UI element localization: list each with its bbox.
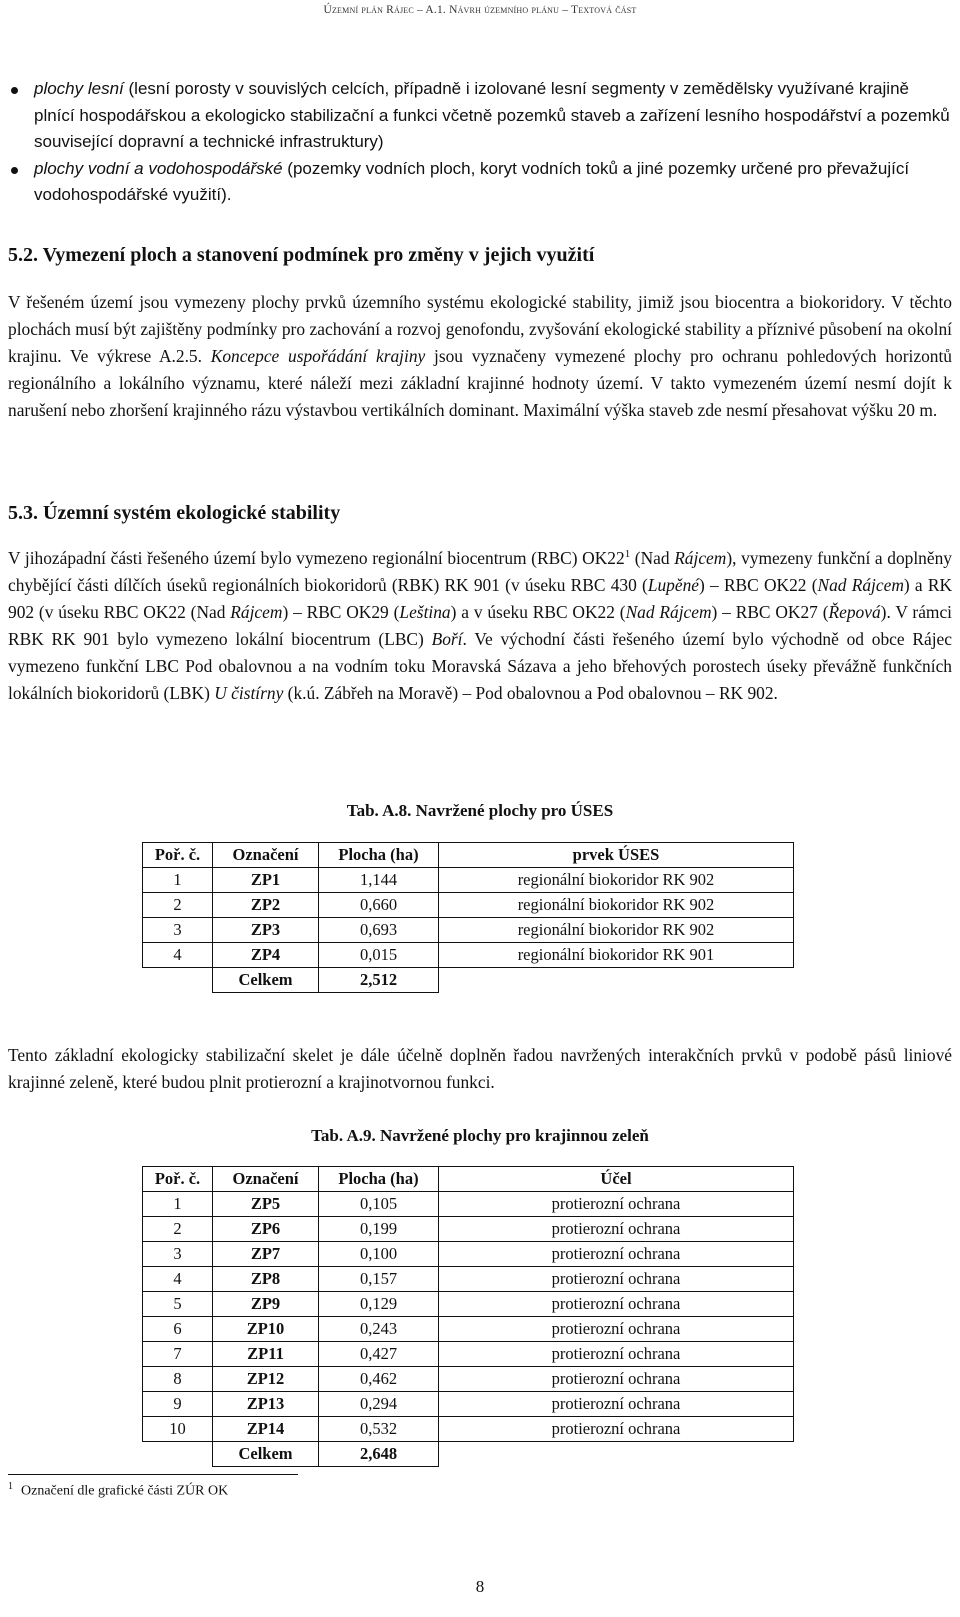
column-header: Poř. č.	[143, 843, 213, 868]
table-total-row	[143, 968, 794, 993]
footnote-ref: 1	[624, 548, 631, 561]
bullet-term: plochy lesní	[34, 79, 124, 98]
page-number: 8	[475, 1577, 485, 1596]
table-cell: protierozní ochrana	[439, 1192, 794, 1217]
total-value: 2,648	[319, 1442, 439, 1467]
total-label: Celkem	[213, 968, 319, 993]
running-head-text: Územní plán Rájec – A.1. Návrh územního plánu – Textová část	[323, 4, 637, 16]
bullet-list	[8, 76, 954, 209]
table-cell: 0,129	[319, 1292, 439, 1317]
total-value: 2,512	[319, 968, 439, 993]
table-a9-caption: Tab. A.9. Navržené plochy pro krajinnou zeleň	[311, 1126, 649, 1145]
column-header: Plocha (ha)	[319, 843, 439, 868]
table-row	[143, 943, 794, 968]
footnote	[8, 1481, 228, 1500]
table-row	[143, 1392, 794, 1417]
footnote-rule	[8, 1474, 298, 1475]
empty-cell	[439, 968, 794, 993]
column-header: Účel	[439, 1167, 794, 1192]
table-a8	[142, 842, 794, 993]
table-row	[143, 1192, 794, 1217]
table-cell: ZP8	[213, 1267, 319, 1292]
table-cell: regionální biokoridor RK 902	[439, 893, 794, 918]
italic-run: Rájcem	[674, 548, 727, 568]
text-run: (Nad	[630, 548, 675, 568]
table-row	[143, 893, 794, 918]
table-cell: 9	[143, 1392, 213, 1417]
table-cell: protierozní ochrana	[439, 1242, 794, 1267]
footnote-text: Označení dle grafické části ZÚR OK	[21, 1483, 229, 1499]
table-cell: 5	[143, 1292, 213, 1317]
table-cell: 0,462	[319, 1367, 439, 1392]
italic-run: U čistírny	[214, 683, 284, 703]
column-header: Označení	[213, 843, 319, 868]
section-5-2-paragraph	[8, 289, 952, 424]
table-row	[143, 1267, 794, 1292]
table-cell: ZP10	[213, 1317, 319, 1342]
text-run: V řešeném území jsou vymezeny plochy prvků územního systému ekologické stability, jimiž jsou biocentra a biokoridory. V těchto plochách musí být zajištěny podmínky pro zachování a rozvoj genofondu, zvyšování ekologické stability a příznivé působení na okolní krajinu. Ve výkrese A.2.5.	[8, 292, 952, 366]
text-run: . Ve východní části řešeného území bylo východně od obce Rájec vymezeno funkční LBC Pod obalovnou a na vodním toku Moravská Sázava a jeho břehových porostech úseky převážně funkčních lokálních biokoridorů (LBK)	[8, 629, 952, 703]
table-cell: 0,243	[319, 1317, 439, 1342]
table-cell: ZP6	[213, 1217, 319, 1242]
column-header: Označení	[213, 1167, 319, 1192]
bullet-text: (pozemky vodních ploch, koryt vodních toků a jiné pozemky určené pro převažující vodohospodářské využití).	[34, 158, 910, 204]
bullet-dot-icon	[11, 167, 18, 174]
bullet-dot-icon	[11, 87, 18, 94]
table-cell: ZP9	[213, 1292, 319, 1317]
table-cell: ZP1	[213, 868, 319, 893]
table-a9	[142, 1166, 794, 1467]
section-5-3-paragraph	[8, 545, 952, 707]
table-a8-caption: Tab. A.8. Navržené plochy pro ÚSES	[346, 801, 614, 820]
table-cell: 0,294	[319, 1392, 439, 1417]
italic-run: Koncepce uspořádání krajiny	[210, 346, 426, 366]
table-cell: 1	[143, 1192, 213, 1217]
table-row	[143, 1342, 794, 1367]
table-header-row	[143, 1167, 794, 1192]
table-cell: 7	[143, 1342, 213, 1367]
italic-run: Rájcem	[230, 602, 283, 622]
skelet-paragraph: Tento základní ekologicky stabilizační skelet je dále účelně doplněn řadou navržených interakčních prvků v podobě pásů liniové krajinné zeleně, které budou plnit protierozní a krajinotvornou funkci.	[8, 1045, 952, 1092]
table-cell: 0,157	[319, 1267, 439, 1292]
table-cell: 1,144	[319, 868, 439, 893]
table-cell: 0,427	[319, 1342, 439, 1367]
table-row	[143, 868, 794, 893]
table-row	[143, 1367, 794, 1392]
table-header-row	[143, 843, 794, 868]
table-cell: 4	[143, 1267, 213, 1292]
table-cell: ZP4	[213, 943, 319, 968]
empty-cell	[143, 968, 213, 993]
text-run: ). V rámci RBK RK 901 bylo vymezeno lokální biocentrum (LBC)	[8, 602, 953, 649]
table-cell: 10	[143, 1417, 213, 1442]
table-cell: protierozní ochrana	[439, 1292, 794, 1317]
italic-run: Lupěné	[647, 575, 700, 595]
table-cell: 2	[143, 893, 213, 918]
column-header: Poř. č.	[143, 1167, 213, 1192]
table-cell: protierozní ochrana	[439, 1417, 794, 1442]
footnote-mark: 1	[8, 1481, 13, 1492]
italic-run: Nad Rájcem	[817, 575, 904, 595]
text-run: ) – RBC OK27 (	[711, 602, 829, 622]
table-cell: 0,660	[319, 893, 439, 918]
table-cell: ZP11	[213, 1342, 319, 1367]
italic-run: Řepová	[828, 602, 881, 622]
table-row	[143, 1242, 794, 1267]
text-run: V jihozápadní části řešeného území bylo vymezeno regionální biocentrum (RBC) OK22	[8, 548, 625, 568]
text-run: (k.ú. Zábřeh na Moravě) – Pod obalovnou a Pod obalovnou – RK 902.	[283, 683, 778, 703]
table-cell: 3	[143, 1242, 213, 1267]
bullet-text: (lesní porosty v souvislých celcích, případně i izolované lesní segmenty v zemědělsky využívané krajině plnící hospodářskou a ekologicko stabilizační a funkci včetně pozemků staveb a zařízení lesního hospodářství a pozemků související dopravní a technické infrastruktury)	[34, 79, 950, 151]
text-run: ) – RBC OK22 (	[699, 575, 818, 595]
table-cell: protierozní ochrana	[439, 1317, 794, 1342]
table-cell: 2	[143, 1217, 213, 1242]
table-cell: ZP2	[213, 893, 319, 918]
table-cell: ZP7	[213, 1242, 319, 1267]
table-cell: protierozní ochrana	[439, 1267, 794, 1292]
bullet-term: plochy vodní a vodohospodářské	[34, 158, 283, 178]
table-cell: 0,532	[319, 1417, 439, 1442]
empty-cell	[439, 1442, 794, 1467]
table-cell: protierozní ochrana	[439, 1367, 794, 1392]
table-row	[143, 1317, 794, 1342]
text-run: ) – RBC OK29 (	[282, 602, 400, 622]
column-header: prvek ÚSES	[439, 843, 794, 868]
table-cell: protierozní ochrana	[439, 1217, 794, 1242]
table-cell: regionální biokoridor RK 902	[439, 868, 794, 893]
table-row	[143, 1217, 794, 1242]
table-total-row	[143, 1442, 794, 1467]
table-cell: ZP14	[213, 1417, 319, 1442]
table-cell: 4	[143, 943, 213, 968]
italic-run: Leština	[399, 602, 451, 622]
text-run: ) a v úseku RBC OK22 (	[450, 602, 626, 622]
table-cell: regionální biokoridor RK 902	[439, 918, 794, 943]
text-run: jsou vyznačeny vymezené plochy pro ochranu pohledových horizontů regionálního a lokálního významu, které náleží mezi základní krajinné hodnoty území. V takto vymezeném území nesmí dojít k narušení nebo zhoršení krajinného rázu výstavbou vertikálních dominant. Maximální výška staveb zde nesmí přesahovat výšku 20 m.	[8, 346, 952, 420]
table-cell: 1	[143, 868, 213, 893]
bullet-item	[8, 76, 954, 156]
text-run: ), vymezeny funkční a doplněny chybějící části dílčích úseků regionálních biokoridorů (RBK) RK 901 (v úseku RBC 430 (	[8, 548, 952, 595]
table-cell: 0,199	[319, 1217, 439, 1242]
table-row	[143, 918, 794, 943]
table-cell: protierozní ochrana	[439, 1392, 794, 1417]
table-cell: 6	[143, 1317, 213, 1342]
total-label: Celkem	[213, 1442, 319, 1467]
bullet-item	[8, 156, 954, 209]
running-head	[0, 4, 960, 16]
section-heading-5-2: 5.2. Vymezení ploch a stanovení podmínek pro změny v jejich využití	[8, 244, 595, 266]
table-cell: ZP12	[213, 1367, 319, 1392]
table-cell: regionální biokoridor RK 901	[439, 943, 794, 968]
column-header: Plocha (ha)	[319, 1167, 439, 1192]
table-cell: protierozní ochrana	[439, 1342, 794, 1367]
italic-run: Boří	[431, 629, 463, 649]
table-cell: ZP5	[213, 1192, 319, 1217]
table-cell: 3	[143, 918, 213, 943]
table-cell: 8	[143, 1367, 213, 1392]
table-cell: 0,015	[319, 943, 439, 968]
text-run: ) a RK 902 (v úseku RBC OK22 (Nad	[8, 575, 953, 622]
table-cell: 0,100	[319, 1242, 439, 1267]
table-cell: ZP3	[213, 918, 319, 943]
table-cell: 0,105	[319, 1192, 439, 1217]
table-cell: 0,693	[319, 918, 439, 943]
table-row	[143, 1417, 794, 1442]
section-heading-5-3: 5.3. Územní systém ekologické stability	[8, 502, 341, 524]
table-cell: ZP13	[213, 1392, 319, 1417]
table-row	[143, 1292, 794, 1317]
italic-run: Nad Rájcem	[625, 602, 712, 622]
empty-cell	[143, 1442, 213, 1467]
